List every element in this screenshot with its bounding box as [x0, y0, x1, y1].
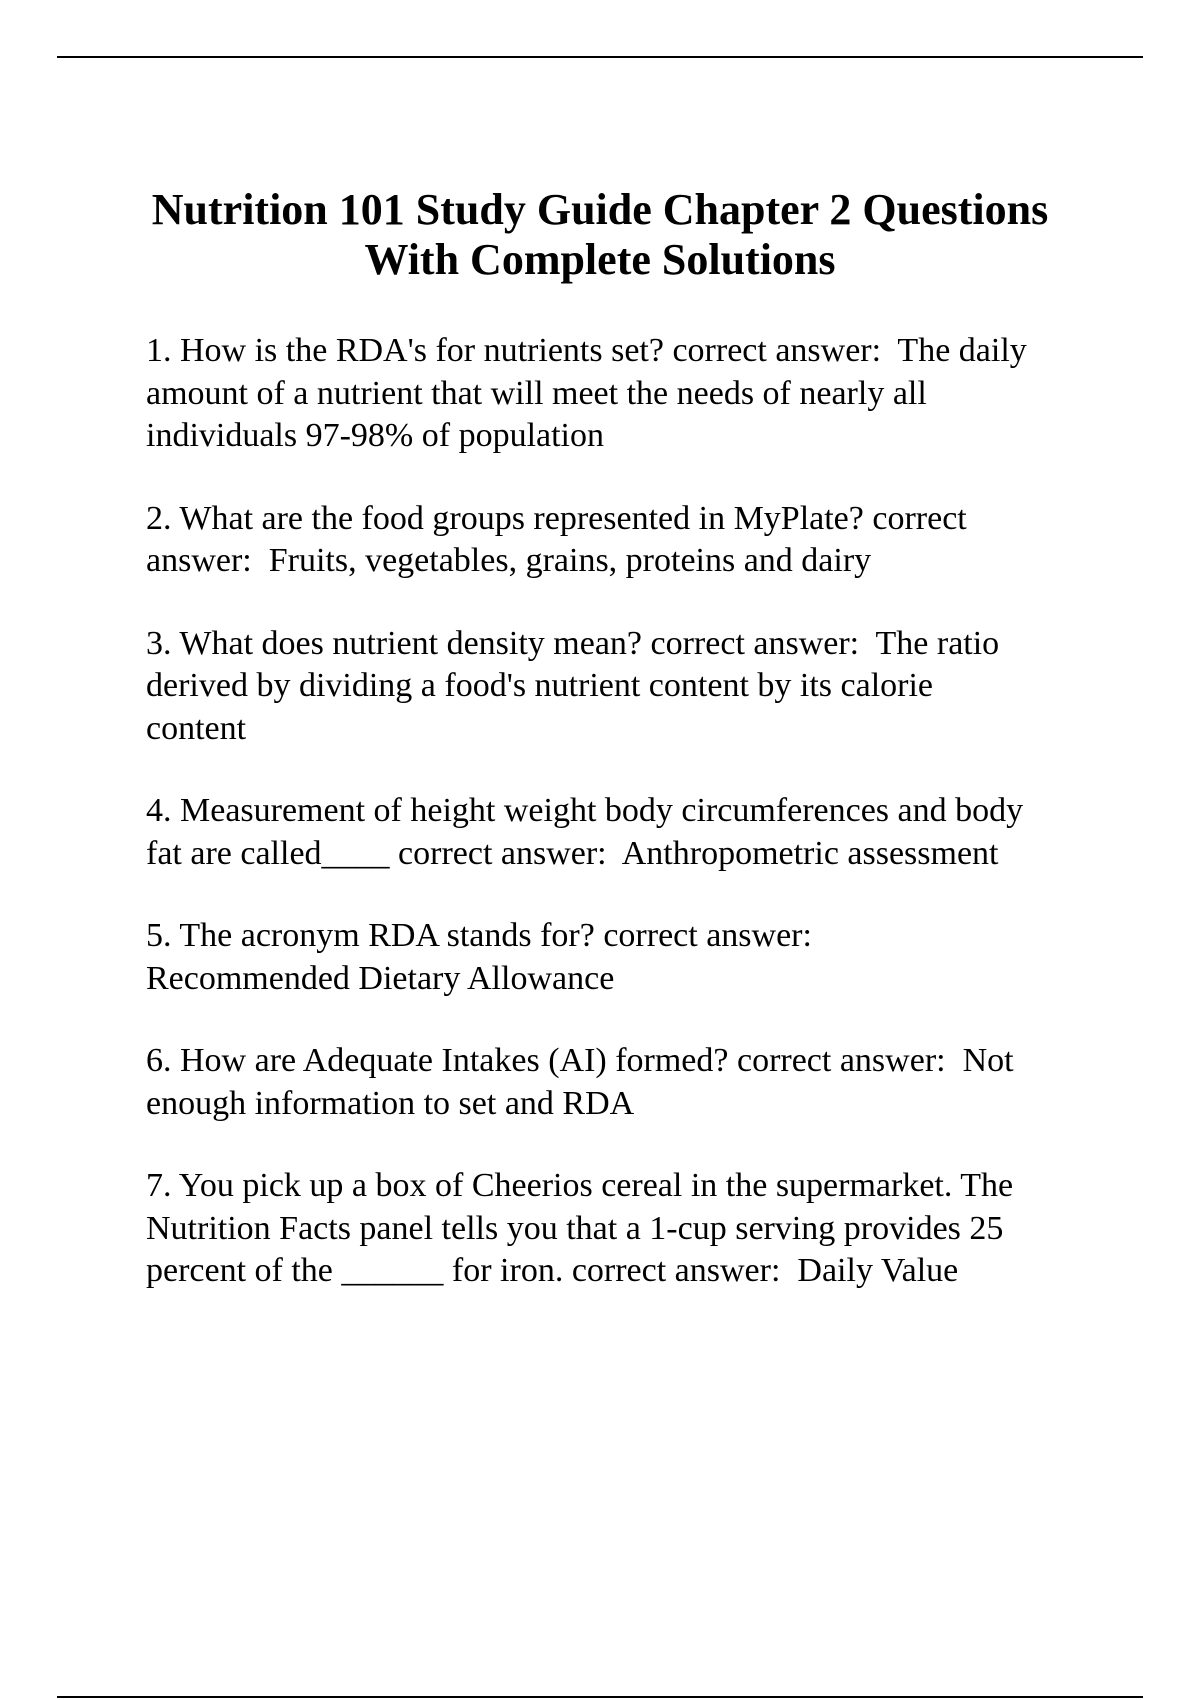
question-6-line-1: 6. How are Adequate Intakes (AI) formed? correct answer: Not: [146, 1042, 1014, 1079]
question-5-line-1: 5. The acronym RDA stands for? correct answer:: [146, 917, 812, 954]
question-3-line-2: derived by dividing a food's nutrient content by its calorie: [146, 667, 933, 704]
question-1-line-2: amount of a nutrient that will meet the needs of nearly all: [146, 374, 927, 412]
question-4-line-2: fat are called____ correct answer: Anthropometric assessment: [146, 834, 999, 872]
question-7-line-1: 7. You pick up a box of Cheerios cereal in the supermarket. The: [146, 1167, 1014, 1204]
question-4-line-1: 4. Measurement of height weight body circumferences and body: [146, 792, 1024, 829]
question-7-line-2: Nutrition Facts panel tells you that a 1-cup serving provides 25: [146, 1209, 1004, 1247]
title-line-1: Nutrition 101 Study Guide Chapter 2 Questions: [151, 185, 1049, 234]
question-2-line-2: answer: Fruits, vegetables, grains, proteins and dairy: [146, 542, 872, 579]
document-title: [100, 185, 1100, 285]
bottom-rule: [57, 1696, 1143, 1698]
question-5-line-2: Recommended Dietary Allowance: [146, 959, 615, 997]
question-6-line-2: enough information to set and RDA: [146, 1084, 635, 1122]
question-item-3: [146, 623, 1106, 751]
question-list: [146, 330, 1106, 1333]
title-line-2: With Complete Solutions: [364, 235, 836, 284]
question-item-1: [146, 330, 1106, 458]
question-7-line-3: percent of the ______ for iron. correct answer: Daily Value: [146, 1252, 959, 1289]
question-item-7: [146, 1165, 1106, 1293]
question-item-6: [146, 1040, 1106, 1125]
question-item-5: [146, 915, 1106, 1000]
question-3-line-1: 3. What does nutrient density mean? correct answer: The ratio: [146, 624, 1000, 662]
question-1-line-1: 1. How is the RDA's for nutrients set? correct answer: The daily: [146, 332, 1027, 369]
question-3-line-3: content: [146, 709, 247, 747]
question-1-line-3: individuals 97-98% of population: [146, 417, 605, 454]
question-item-4: [146, 790, 1106, 875]
top-rule: [57, 56, 1143, 58]
question-item-2: [146, 498, 1106, 583]
question-2-line-1: 2. What are the food groups represented in MyPlate? correct: [146, 499, 967, 537]
